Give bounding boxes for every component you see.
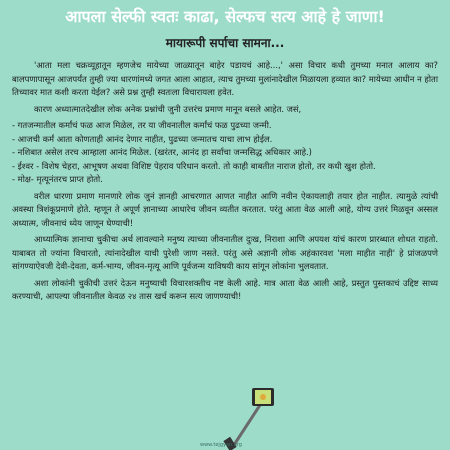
list-item: - नशिबात असेल तरच आम्हाला आनंद मिळेल. (खरंतर, आनंद हा सर्वांचा जन्मसिद्ध अधिकार आहे.)	[12, 147, 312, 157]
subheading: मायारूपी सर्पाचा सामना...	[165, 36, 285, 50]
paragraph-intro: 'आता मला चक्रव्यूहातून म्हणजेच मायेच्या जाळ्यातून बाहेर पडायचं आहे...,' असा विचार कधी तुमच्या मनात आलाय का? बालपणापासून आजपर्यंत तुम्ही ज्या धारणांमध्ये जगत आला आहात, त्याच तुमच्या मुलांनादेखील मिळायला हव्यात का? मायेच्या आधीन न होता तिच्यावर मात कशी करता येईल? असे प्रश्न तुम्ही स्वतःला विचारायला हवेत.	[12, 60, 438, 97]
list-item: - आजची कर्मं आता कोणताही आनंद देणार नाहीत, पुढच्या जन्मातच याचा लाभ होईल.	[12, 133, 273, 144]
paragraph-trishanku: वरील धारणा प्रमाण मानणारे लोक जुनं ज्ञानही आचरणात आणत नाहीत आणि नवीन ऐकायलाही तयार होत नाहीत. त्यामुळे त्यांची अवस्था त्रिशंकूप्रमाणे होते. म्हणून ते अपूर्ण ज्ञानाच्या आधारेच जीवन व्यतीत करतात. परंतु आता वेळ आली आहे, योग्य उत्तरं मिळवून अस्सल अध्यात्म, जीवनाचं ध्येय जाणून घेण्याची!	[12, 190, 438, 228]
beliefs-list	[12, 119, 438, 187]
paragraph-conclusion: अशा लोकांनी चुकीची उत्तरं देऊन मनुष्याची विचारशक्तीच नष्ट केली आहे. मात्र आता वेळ आली आहे, प्रस्तुत पुस्तकाचं उद्दिष्ट साध्य करण्याची, आपल्या जीवनातील केवळ २४ तास खर्च करून सत्य जाणण्याची!	[12, 277, 438, 301]
selfie-stick-illustration	[0, 388, 450, 450]
list-item: - गतजन्मातील कर्मांचं फळ आज मिळेल, तर या जीवनातील कर्मांचं फळ पुढच्या जन्मी.	[12, 120, 272, 130]
paragraph-misinterpretation: आध्यात्मिक ज्ञानाचा चुकीचा अर्थ लावल्याने मनुष्य त्याच्या जीवनातील दुःख, निराशा आणि अपयश यांचं कारण प्रारब्धात शोधत राहतो. याबाबत तो ज्यांना विचारतो, त्यांनादेखील याची पुरेशी जाण नसते. परंतु असे अज्ञानी लोक अहंकारवश 'मला माहीत नाही' हे प्रांजळपणे सांगण्याऐवजी देवी-देवता, कर्म-भाग्य, जीवन-मृत्यू आणि पूर्वजन्म याविषयी काय सांगून लोकांना भुलवतात.	[12, 234, 438, 271]
headline: आपला सेल्फी स्वतः काढा, सेल्फच सत्य आहे हे जाणा!	[65, 7, 385, 26]
list-item: - मोक्ष- मृत्यूनंतरच प्राप्त होतो.	[12, 174, 103, 184]
list-item: - ईश्वर - विशेष चेहरा, आभूषण अथवा विशिष्ट पेहराव परिधान करतो. तो काही बाबतीत नाराज होतो, तर कधी खुश होतो.	[12, 160, 376, 171]
phone-screen-figure	[260, 394, 266, 400]
paragraph-beliefs-lead: कारण अध्यात्मातदेखील लोक अनेक प्रश्नांची जुनी उत्तरंच प्रमाण मानून बसले आहेत. जसं,	[34, 103, 302, 114]
footer-url: www.tejgyan.org	[200, 442, 242, 448]
